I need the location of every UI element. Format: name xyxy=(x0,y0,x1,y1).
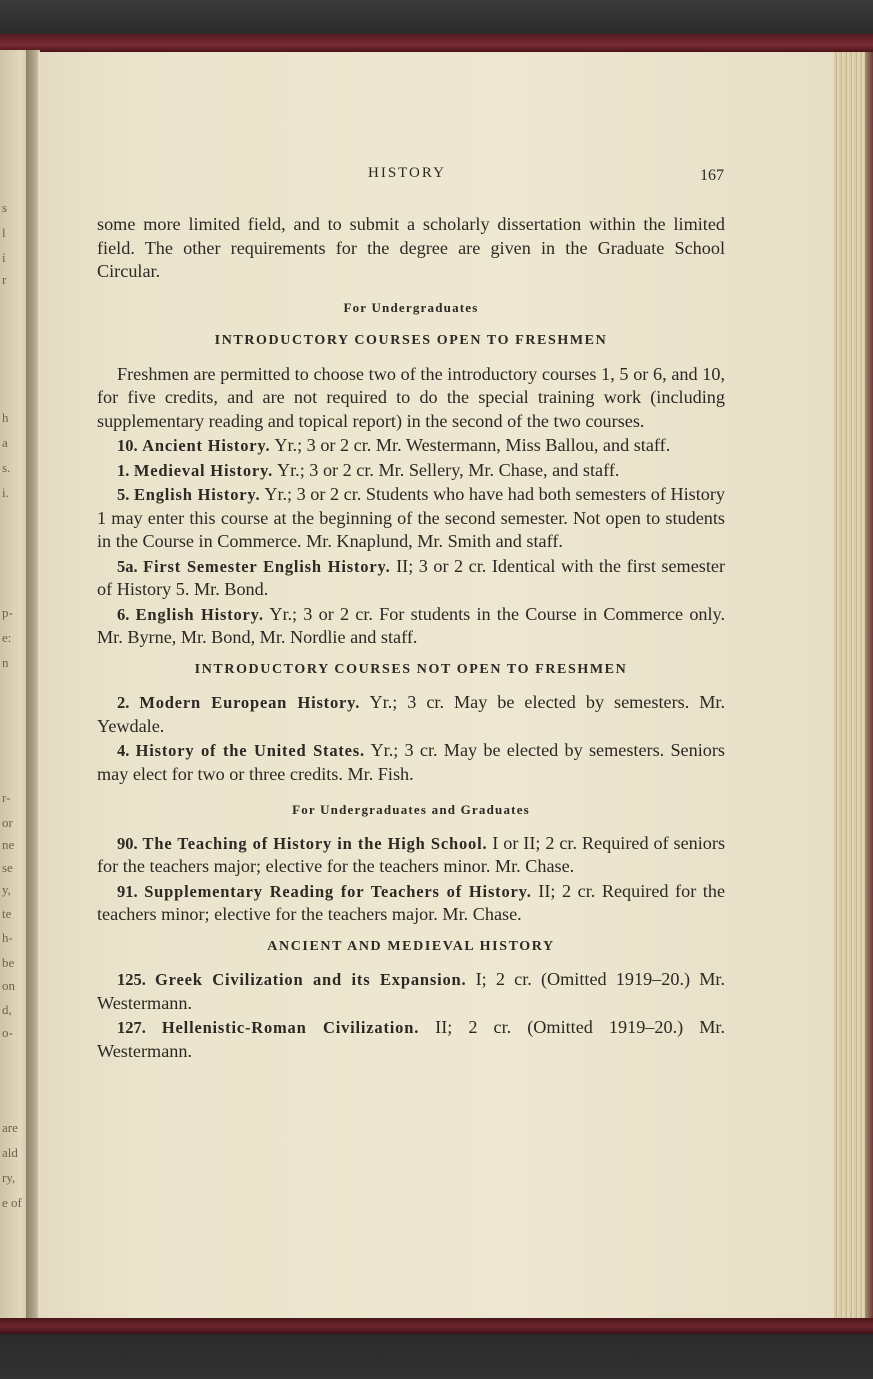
course-entry-5a xyxy=(97,555,725,602)
course-details: I or II; 2 cr. Required of seniors for the teachers major; elective for the teachers minor. Mr. Chase. xyxy=(97,832,726,876)
course-entry-2 xyxy=(97,691,725,738)
section-heading-ancient-medieval: ANCIENT AND MEDIEVAL HISTORY xyxy=(267,938,555,954)
course-details: Yr.; 3 or 2 cr. Students who have had both semesters of History 1 may enter this course at the beginning of the second semester. Not open to students in the Course in Commerce. Mr. Knaplund, Mr. Smith and staff. xyxy=(97,484,726,551)
course-number: 2. xyxy=(117,693,130,712)
course-number: 91. xyxy=(117,881,138,901)
facing-page-fragment: r- xyxy=(2,790,11,805)
course-title: English History. xyxy=(135,604,264,624)
facing-page-fragment: are xyxy=(2,1120,18,1135)
facing-page-fragment: be xyxy=(2,955,15,970)
course-entry-4 xyxy=(97,739,725,786)
book-cover-edge-bottom xyxy=(0,1318,873,1334)
facing-page-fragment: n xyxy=(2,655,9,670)
course-title: History of the United States. xyxy=(135,741,365,760)
course-number: 127. xyxy=(117,1018,146,1037)
course-title: Greek Civilization and its Expansion. xyxy=(155,970,467,989)
course-number: 6. xyxy=(117,604,130,624)
course-details: II; 3 or 2 cr. Identical with the first semester of History 5. Mr. Bond. xyxy=(97,555,726,599)
course-details: Yr.; 3 cr. May be elected by semesters. Seniors may elect for two or three credits. Mr. Fish. xyxy=(97,740,726,784)
course-title: Ancient History. xyxy=(142,436,271,455)
course-number: 90. xyxy=(117,833,138,853)
course-number: 4. xyxy=(117,741,130,760)
course-details: II; 2 cr. Required for the teachers minor; elective for the teachers major. Mr. Chase. xyxy=(97,880,726,924)
course-details: II; 2 cr. (Omitted 1919–20.) Mr. Westermann. xyxy=(97,1017,726,1061)
section-heading-intro-not-freshmen: INTRODUCTORY COURSES NOT OPEN TO FRESHMEN xyxy=(194,661,628,677)
course-details: Yr.; 3 or 2 cr. Mr. Sellery, Mr. Chase, and staff. xyxy=(276,459,620,480)
section-heading-undergrad-and-grad: For Undergraduates and Graduates xyxy=(292,802,530,817)
course-entry-10 xyxy=(97,434,725,458)
facing-page-fragment: l xyxy=(2,225,6,240)
course-title: Medieval History. xyxy=(133,460,274,480)
scan-background-bottom xyxy=(0,1334,873,1379)
facing-page-fragment: y, xyxy=(2,882,11,897)
page-block-edges xyxy=(834,52,873,1320)
course-title: Supplementary Reading for Teachers of History. xyxy=(144,881,532,901)
facing-page-fragment: d, xyxy=(2,1002,12,1017)
facing-page-fragment: ne xyxy=(2,837,15,852)
course-details: Yr.; 3 cr. May be elected by semesters. Mr. Yewdale. xyxy=(97,692,726,736)
course-number: 10. xyxy=(117,436,138,455)
facing-page-fragment: s xyxy=(2,200,8,215)
page-body xyxy=(97,213,725,1063)
facing-page-fragment: p- xyxy=(2,605,13,620)
course-number: 5a. xyxy=(117,556,138,576)
facing-page-fragment: r xyxy=(2,272,7,287)
facing-page-fragment: on xyxy=(2,978,15,993)
facing-page-fragment: e of xyxy=(2,1195,22,1210)
facing-page-fragment: i. xyxy=(2,485,9,500)
facing-page-fragment: h xyxy=(2,410,9,425)
facing-page-fragment: or xyxy=(2,815,13,830)
course-title: Modern European History. xyxy=(139,693,361,712)
course-entry-90 xyxy=(97,832,725,879)
course-title: Hellenistic-Roman Civilization. xyxy=(161,1018,420,1037)
facing-page-fragment: a xyxy=(2,435,8,450)
course-title: English History. xyxy=(133,485,261,504)
course-entry-91 xyxy=(97,880,725,927)
course-details: Yr.; 3 or 2 cr. For students in the Course in Commerce only. Mr. Byrne, Mr. Bond, Mr. Nordlie and staff. xyxy=(97,603,726,647)
section-heading-intro-freshmen: INTRODUCTORY COURSES OPEN TO FRESHMEN xyxy=(214,333,608,348)
course-number: 5. xyxy=(117,485,130,504)
course-entry-1 xyxy=(97,459,725,483)
section-heading-undergraduates: For Undergraduates xyxy=(343,299,479,315)
course-entry-6 xyxy=(97,603,725,650)
course-details: Yr.; 3 or 2 cr. Mr. Westermann, Miss Ballou, and staff. xyxy=(274,435,671,455)
running-title: HISTORY xyxy=(368,165,446,181)
facing-page-fragment: o- xyxy=(2,1025,13,1040)
course-entry-125 xyxy=(97,968,725,1015)
course-details: I; 2 cr. (Omitted 1919–20.) Mr. Westermann. xyxy=(97,969,726,1013)
book-cover-edge-top xyxy=(0,34,873,52)
facing-page-fragment: i xyxy=(2,250,6,265)
course-number: 1. xyxy=(117,460,130,480)
facing-page-fragment: se xyxy=(2,860,13,875)
scan-background-top xyxy=(0,0,873,36)
facing-page-fragment: ald xyxy=(2,1145,18,1160)
facing-page-fragment: ry, xyxy=(2,1170,16,1185)
facing-page-fragment: s. xyxy=(2,460,11,475)
intro-paragraph: some more limited field, and to submit a scholarly dissertation within the limited field. The other requirements for the degree are given in the Graduate School Circular. xyxy=(97,214,725,281)
course-entry-127 xyxy=(97,1016,725,1063)
page-number: 167 xyxy=(700,167,724,184)
course-number: 125. xyxy=(117,970,146,989)
course-title: The Teaching of History in the High School. xyxy=(142,833,488,853)
course-title: First Semester English History. xyxy=(143,556,391,576)
page-header xyxy=(0,165,873,189)
freshmen-paragraph: Freshmen are permitted to choose two of the introductory courses 1, 5 or 6, and 10, for five credits, and are not required to do the special training work (including supplementary reading and topical report) in the second of the two courses. xyxy=(97,363,725,431)
facing-page-fragment: h- xyxy=(2,930,13,945)
facing-page-fragment: te xyxy=(2,906,12,921)
facing-page-fragment: e: xyxy=(2,630,12,645)
course-entry-5 xyxy=(97,483,725,554)
